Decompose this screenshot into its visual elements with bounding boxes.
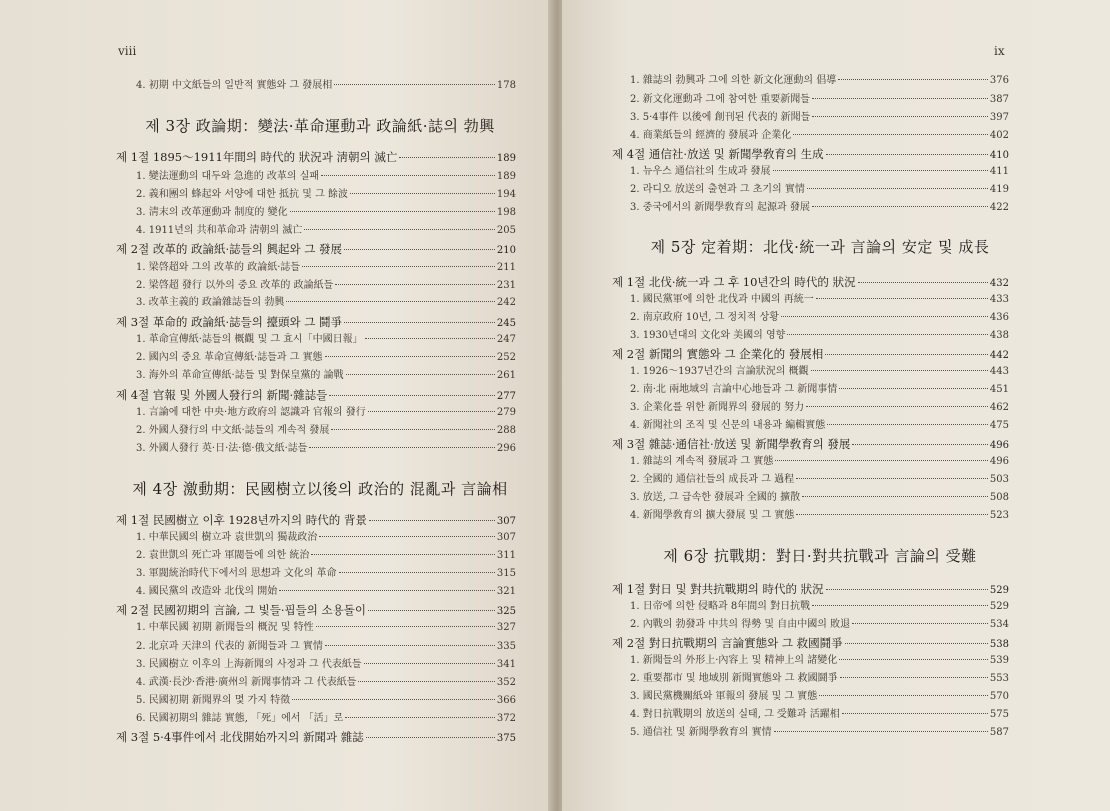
toc-entry-title: 2. 內戰의 勃發과 中共의 得勢 및 自由中國의 敗退 — [630, 619, 851, 630]
dot-leader — [840, 676, 988, 678]
toc-entry-title: 제 4절 官報 및 外國人發行의 新聞·雜誌들 — [116, 388, 328, 402]
toc-entry-title: 1. 中華民國의 樹立과 袁世凱의 獨裁政治 — [136, 532, 318, 543]
toc-entry-title: 4. 商業紙들의 經濟的 發展과 企業化 — [630, 130, 792, 141]
right-page — [562, 0, 1110, 811]
toc-subsection-entry[interactable] — [630, 183, 1009, 197]
toc-entry-title: 3. 海外의 革命宣傳紙·誌들 및 對保皇黨的 論戰 — [136, 370, 344, 381]
dot-leader — [852, 443, 988, 445]
toc-subsection-entry[interactable] — [630, 419, 1009, 433]
toc-subsection-entry[interactable] — [630, 726, 1009, 740]
toc-entry-title: 제 1절 民國樹立 이후 1928년까지의 時代的 背景 — [116, 513, 367, 527]
dot-leader — [344, 248, 495, 250]
dot-leader — [290, 210, 495, 212]
toc-subsection-entry[interactable] — [630, 93, 1009, 107]
toc-entry-title: 제 2절 新聞의 實態와 그 企業化的 發展相 — [612, 347, 824, 361]
toc-entry-title: 3. 5·4事件 以後에 創刊된 代表的 新聞들 — [630, 112, 811, 123]
toc-page-number: 387 — [989, 94, 1009, 105]
dot-leader — [279, 589, 495, 591]
toc-page-number: 411 — [989, 166, 1009, 177]
chapter-heading: 제 3장 政論期：變法·革命運動과 政論紙·誌의 勃興 — [145, 117, 495, 135]
dot-leader — [334, 83, 495, 85]
dot-leader — [309, 446, 494, 448]
dot-leader — [346, 373, 495, 375]
dot-leader — [350, 192, 495, 194]
dot-leader — [787, 333, 988, 335]
toc-section-entry[interactable] — [612, 347, 1009, 363]
toc-page-number: 422 — [989, 202, 1009, 213]
toc-entry-title: 1. 革命宣傳紙·誌들의 概觀 및 그 효시「中國日報」 — [136, 334, 363, 345]
toc-subsection-entry[interactable] — [630, 690, 1009, 704]
dot-leader — [316, 625, 495, 627]
chapter-heading: 제 4장 激動期：民國樹立以後의 政治的 混亂과 言論相 — [132, 480, 508, 498]
toc-entry-title: 1. 1926～1937년간의 言論狀況의 概觀 — [630, 366, 809, 377]
toc-subsection-entry[interactable] — [136, 424, 516, 438]
toc-page-number: 198 — [496, 207, 516, 218]
toc-page-number: 496 — [989, 456, 1009, 467]
toc-page-number: 587 — [989, 727, 1009, 738]
toc-entry-title: 제 2절 對日抗戰期의 言論實態와 그 救國鬪爭 — [612, 636, 843, 650]
dot-leader — [781, 315, 988, 317]
toc-subsection-entry[interactable] — [630, 618, 1009, 632]
toc-page-number: 247 — [496, 334, 516, 345]
dot-leader — [826, 153, 988, 155]
toc-subsection-entry[interactable] — [630, 329, 1009, 343]
dot-leader — [842, 712, 988, 714]
toc-section-entry[interactable] — [116, 315, 516, 331]
toc-entry-title: 제 3절 革命的 政論紙·誌들의 擡頭와 그 鬪爭 — [116, 315, 343, 329]
toc-page-number: 178 — [496, 80, 516, 91]
toc-page-number: 433 — [989, 294, 1009, 305]
toc-subsection-entry[interactable] — [136, 188, 516, 202]
toc-entry-title: 4. 對日抗戰期의 放送의 실태, 그 受難과 活躍相 — [630, 709, 840, 720]
dot-leader — [319, 535, 495, 537]
toc-entry-title: 제 4절 通信社·放送 및 新聞學敎育의 生成 — [612, 147, 824, 161]
toc-entry-title: 6. 民國初期의 雜誌 實態, 「死」에서 「活」로 — [136, 713, 344, 724]
dot-leader — [858, 281, 988, 283]
toc-entry-title: 1. 梁啓超와 그의 改革的 政論紙·誌들 — [136, 262, 301, 273]
dot-leader — [358, 680, 494, 682]
toc-entry-title: 제 1절 北伐·統一과 그 후 10년간의 時代的 狀況 — [612, 275, 856, 289]
dot-leader — [826, 588, 988, 590]
toc-page-number: 523 — [989, 510, 1009, 521]
toc-subsection-entry[interactable] — [136, 224, 516, 238]
toc-subsection-entry[interactable] — [630, 201, 1009, 215]
toc-entry-title: 제 2절 民國初期의 言論, 그 빛들·핍들의 소용돌이 — [116, 603, 366, 617]
toc-entry-title: 4. 新聞學敎育의 擴大發展 및 그 實態 — [630, 510, 795, 521]
dot-leader — [304, 228, 495, 230]
toc-subsection-entry[interactable] — [136, 261, 516, 275]
toc-subsection-entry[interactable] — [136, 585, 516, 599]
toc-entry-title: 1. 雜誌의 계속적 發展과 그 實態 — [630, 456, 774, 467]
toc-entry-title: 2. 外國人發行의 中文紙·誌들의 계속적 發展 — [136, 425, 330, 436]
toc-page-number: 570 — [989, 691, 1009, 702]
toc-subsection-entry[interactable] — [630, 473, 1009, 487]
toc-page-number: 279 — [496, 407, 516, 418]
toc-entry-title: 5. 民國初期 新聞界의 몇 가지 特徵 — [136, 695, 291, 706]
dot-leader — [369, 519, 495, 521]
toc-page-number: 307 — [496, 516, 516, 527]
dot-leader — [812, 205, 988, 207]
dot-leader — [812, 97, 988, 99]
toc-entry-title: 4. 初期 中文紙들의 일반적 實態와 그 發展相 — [136, 80, 333, 91]
toc-entry-title: 3. 外國人發行 英·日·法·德·俄文紙·誌들 — [136, 443, 308, 454]
toc-page-number: 335 — [496, 641, 516, 652]
toc-subsection-entry[interactable] — [630, 509, 1009, 523]
toc-entry-title: 제 3절 5·4事件에서 北伐開始까지의 新聞과 雜誌 — [116, 730, 364, 744]
toc-entry-title: 2. 國內의 중요 革命宣傳紙·誌들과 그 實態 — [136, 352, 323, 363]
toc-page-number: 211 — [496, 262, 516, 273]
toc-section-entry[interactable] — [116, 242, 516, 258]
toc-page-number: 315 — [496, 568, 516, 579]
toc-entry-title: 3. 民國樹立 이후의 上海新聞의 사정과 그 代表紙들 — [136, 659, 362, 670]
toc-subsection-entry[interactable] — [136, 79, 516, 93]
toc-page-number: 375 — [496, 733, 516, 744]
dot-leader — [774, 730, 988, 732]
toc-subsection-entry[interactable] — [136, 676, 516, 690]
dot-leader — [366, 736, 495, 738]
dot-leader — [827, 423, 988, 425]
toc-entry-title: 3. 淸末의 改革運動과 制度的 變化 — [136, 207, 288, 218]
toc-section-entry[interactable] — [116, 388, 516, 404]
chapter-heading: 제 5장 定着期：北伐·統一과 言論의 安定 및 成長 — [650, 238, 990, 256]
left-page-number: viii — [118, 44, 137, 58]
toc-page-number: 325 — [496, 606, 516, 617]
dot-leader — [812, 604, 988, 606]
toc-page-number: 475 — [989, 420, 1009, 431]
dot-leader — [325, 644, 495, 646]
dot-leader — [311, 553, 495, 555]
dot-leader — [825, 353, 988, 355]
left-page — [0, 0, 552, 811]
toc-entry-title: 1. 新聞들의 外形上·內容上 및 精神上의 諸變化 — [630, 655, 838, 666]
toc-entry-title: 2. 新文化運動과 그에 참여한 重要新聞들 — [630, 94, 810, 105]
dot-leader — [773, 169, 988, 171]
dot-leader — [329, 394, 495, 396]
toc-section-entry[interactable] — [116, 730, 516, 746]
toc-page-number: 376 — [989, 75, 1009, 86]
dot-leader — [364, 662, 495, 664]
toc-page-number: 438 — [989, 330, 1009, 341]
toc-subsection-entry[interactable] — [136, 369, 516, 383]
toc-entry-title: 제 3절 雜誌·通信社·放送 및 新聞學敎育의 發展 — [612, 437, 851, 451]
toc-subsection-entry[interactable] — [136, 333, 516, 347]
toc-entry-title: 제 1절 對日 및 對共抗戰期의 時代的 狀況 — [612, 582, 824, 596]
dot-leader — [399, 156, 495, 158]
toc-entry-title: 2. 梁啓超 發行 以外의 중요 改革的 政論紙들 — [136, 280, 334, 291]
toc-page-number: 307 — [496, 532, 516, 543]
dot-leader — [793, 133, 988, 135]
toc-subsection-entry[interactable] — [136, 694, 516, 708]
dot-leader — [839, 658, 988, 660]
toc-subsection-entry[interactable] — [630, 74, 1009, 88]
toc-entry-title: 1. 日帝에 의한 侵略과 8年間의 對日抗戰 — [630, 601, 811, 612]
toc-entry-title: 4. 新聞社의 조직 및 신문의 내용과 編輯實態 — [630, 420, 826, 431]
toc-section-entry[interactable] — [612, 437, 1009, 453]
dot-leader — [845, 642, 988, 644]
toc-entry-title: 제 1절 1895～1911年間의 時代的 狀況과 淸朝의 滅亡 — [116, 150, 398, 164]
toc-page-number: 288 — [496, 425, 516, 436]
dot-leader — [339, 571, 495, 573]
toc-subsection-entry[interactable] — [630, 365, 1009, 379]
toc-page-number: 529 — [989, 585, 1009, 596]
toc-page-number: 451 — [989, 384, 1009, 395]
dot-leader — [796, 513, 987, 515]
dot-leader — [335, 283, 495, 285]
toc-page-number: 462 — [989, 402, 1009, 413]
dot-leader — [365, 337, 495, 339]
toc-subsection-entry[interactable] — [136, 170, 516, 184]
dot-leader — [812, 115, 988, 117]
toc-page-number: 372 — [496, 713, 516, 724]
toc-section-entry[interactable] — [612, 582, 1009, 598]
toc-subsection-entry[interactable] — [136, 640, 516, 654]
toc-subsection-entry[interactable] — [136, 658, 516, 672]
toc-subsection-entry[interactable] — [136, 279, 516, 293]
toc-subsection-entry[interactable] — [136, 442, 516, 456]
toc-page-number: 296 — [496, 443, 516, 454]
toc-subsection-entry[interactable] — [630, 600, 1009, 614]
toc-entry-title: 2. 北京과 天津의 代表的 新聞들과 그 實情 — [136, 641, 323, 652]
toc-page-number: 245 — [496, 318, 516, 329]
toc-page-number: 261 — [496, 370, 516, 381]
toc-page-number: 538 — [989, 639, 1009, 650]
toc-entry-title: 1. 國民黨軍에 의한 北伐과 中國의 再統一 — [630, 294, 814, 305]
toc-entry-title: 3. 軍閥統治時代下에서의 思想과 文化의 革命 — [136, 568, 337, 579]
toc-entry-title: 3. 國民黨機關紙와 軍報의 發展 및 그 實態 — [630, 691, 818, 702]
toc-page-number: 575 — [989, 709, 1009, 720]
toc-page-number: 410 — [989, 150, 1009, 161]
toc-page-number: 321 — [496, 586, 516, 597]
toc-subsection-entry[interactable] — [630, 383, 1009, 397]
toc-page-number: 352 — [496, 677, 516, 688]
dot-leader — [819, 694, 988, 696]
toc-subsection-entry[interactable] — [136, 712, 516, 726]
toc-page-number: 189 — [496, 171, 516, 182]
dot-leader — [345, 716, 495, 718]
dot-leader — [838, 78, 988, 80]
dot-leader — [302, 265, 495, 267]
dot-leader — [321, 174, 495, 176]
toc-subsection-entry[interactable] — [630, 708, 1009, 722]
toc-subsection-entry[interactable] — [630, 293, 1009, 307]
toc-subsection-entry[interactable] — [630, 311, 1009, 325]
dot-leader — [796, 477, 988, 479]
toc-subsection-entry[interactable] — [630, 129, 1009, 143]
toc-subsection-entry[interactable] — [630, 401, 1009, 415]
toc-subsection-entry[interactable] — [136, 351, 516, 365]
toc-page-number: 341 — [496, 659, 516, 670]
toc-page-number: 442 — [989, 350, 1009, 361]
toc-entry-title: 1. 뉴우스 通信社의 生成과 發展 — [630, 166, 771, 177]
toc-section-entry[interactable] — [612, 636, 1009, 652]
toc-section-entry[interactable] — [116, 603, 516, 619]
dot-leader — [344, 321, 495, 323]
toc-entry-title: 제 2절 改革的 政論紙·誌들의 興起와 그 發展 — [116, 242, 343, 256]
toc-page-number: 366 — [496, 695, 516, 706]
dot-leader — [286, 300, 495, 302]
dot-leader — [292, 698, 495, 700]
toc-page-number: 534 — [989, 619, 1009, 630]
toc-entry-title: 3. 1930년대의 文化와 美國의 영향 — [630, 330, 786, 341]
dot-leader — [816, 297, 988, 299]
toc-subsection-entry[interactable] — [136, 531, 516, 545]
toc-subsection-entry[interactable] — [136, 406, 516, 420]
toc-page-number: 277 — [496, 391, 516, 402]
dot-leader — [852, 622, 988, 624]
toc-page-number: 189 — [496, 153, 516, 164]
toc-page-number: 252 — [496, 352, 516, 363]
toc-subsection-entry[interactable] — [630, 491, 1009, 505]
toc-page-number: 205 — [496, 225, 516, 236]
dot-leader — [325, 355, 495, 357]
toc-page-number: 539 — [989, 655, 1009, 666]
toc-page-number: 397 — [989, 112, 1009, 123]
toc-entry-title: 2. 라디오 放送의 출현과 그 초기의 實情 — [630, 184, 805, 195]
toc-entry-title: 2. 南京政府 10년, 그 정치적 상황 — [630, 312, 779, 323]
toc-subsection-entry[interactable] — [136, 206, 516, 220]
toc-page-number: 432 — [989, 278, 1009, 289]
toc-section-entry[interactable] — [612, 147, 1009, 163]
toc-page-number: 529 — [989, 601, 1009, 612]
dot-leader — [807, 187, 988, 189]
toc-subsection-entry[interactable] — [630, 165, 1009, 179]
toc-section-entry[interactable] — [116, 150, 516, 166]
toc-entry-title: 3. 放送, 그 급속한 發展과 全國的 擴散 — [630, 492, 801, 503]
toc-page-number: 402 — [989, 130, 1009, 141]
toc-page-number: 508 — [989, 492, 1009, 503]
toc-page-number: 231 — [496, 280, 516, 291]
toc-entry-title: 4. 國民黨의 改造와 北伐의 開始 — [136, 586, 278, 597]
toc-entry-title: 1. 雜誌의 勃興과 그에 의한 新文化運動의 倡導 — [630, 75, 837, 86]
dot-leader — [331, 428, 495, 430]
toc-page-number: 327 — [496, 622, 516, 633]
dot-leader — [811, 369, 988, 371]
toc-entry-title: 2. 南·北 兩地域의 言論中心地들과 그 新聞事情 — [630, 384, 838, 395]
toc-entry-title: 2. 袁世凱의 死亡과 軍閥들에 의한 統治 — [136, 550, 310, 561]
toc-page-number: 242 — [496, 297, 516, 308]
dot-leader — [839, 387, 988, 389]
toc-page-number: 436 — [989, 312, 1009, 323]
dot-leader — [775, 459, 988, 461]
toc-subsection-entry[interactable] — [136, 549, 516, 563]
toc-page-number: 496 — [989, 440, 1009, 451]
toc-entry-title: 2. 全國的 通信社들의 成長과 그 過程 — [630, 474, 795, 485]
toc-subsection-entry[interactable] — [630, 111, 1009, 125]
toc-page-number: 210 — [496, 245, 516, 256]
toc-page-number: 194 — [496, 189, 516, 200]
toc-entry-title: 3. 企業化를 위한 新聞界의 發展的 努力 — [630, 402, 805, 413]
toc-entry-title: 2. 重要都市 및 地域別 新聞實態와 그 救國鬪爭 — [630, 673, 838, 684]
dot-leader — [368, 410, 495, 412]
toc-page-number: 503 — [989, 474, 1009, 485]
right-page-number: ix — [994, 44, 1005, 58]
toc-entry-title: 3. 改革主義的 政論雜誌들의 勃興 — [136, 297, 285, 308]
chapter-heading: 제 6장 抗戰期：對日·對共抗戰과 言論의 受難 — [663, 547, 977, 565]
toc-page-number: 443 — [989, 366, 1009, 377]
toc-entry-title: 3. 중국에서의 新聞學敎育의 起源과 發展 — [630, 202, 810, 213]
toc-entry-title: 5. 通信社 및 新聞學敎育의 實情 — [630, 727, 772, 738]
toc-subsection-entry[interactable] — [630, 672, 1009, 686]
toc-section-entry[interactable] — [612, 275, 1009, 291]
toc-subsection-entry[interactable] — [136, 621, 516, 635]
toc-entry-title: 1. 言論에 대한 中央·地方政府의 認識과 官報의 發行 — [136, 407, 366, 418]
toc-section-entry[interactable] — [116, 513, 516, 529]
toc-subsection-entry[interactable] — [136, 296, 516, 310]
toc-entry-title: 1. 中華民國 初期 新聞들의 概況 및 特性 — [136, 622, 314, 633]
toc-page-number: 553 — [989, 673, 1009, 684]
toc-subsection-entry[interactable] — [630, 455, 1009, 469]
toc-entry-title: 1. 變法運動의 대두와 急進的 改革의 실패 — [136, 171, 320, 182]
toc-entry-title: 4. 1911년의 共和革命과 淸朝의 滅亡 — [136, 225, 303, 236]
dot-leader — [806, 405, 988, 407]
toc-subsection-entry[interactable] — [630, 654, 1009, 668]
toc-page-number: 311 — [496, 550, 516, 561]
toc-entry-title: 4. 武漢·長沙·香港·廣州의 新聞事情과 그 代表紙들 — [136, 677, 357, 688]
toc-subsection-entry[interactable] — [136, 567, 516, 581]
toc-entry-title: 2. 義和團의 蜂起와 서양에 대한 抵抗 및 그 餘波 — [136, 189, 348, 200]
toc-page-number: 419 — [989, 184, 1009, 195]
dot-leader — [802, 495, 988, 497]
dot-leader — [368, 609, 495, 611]
